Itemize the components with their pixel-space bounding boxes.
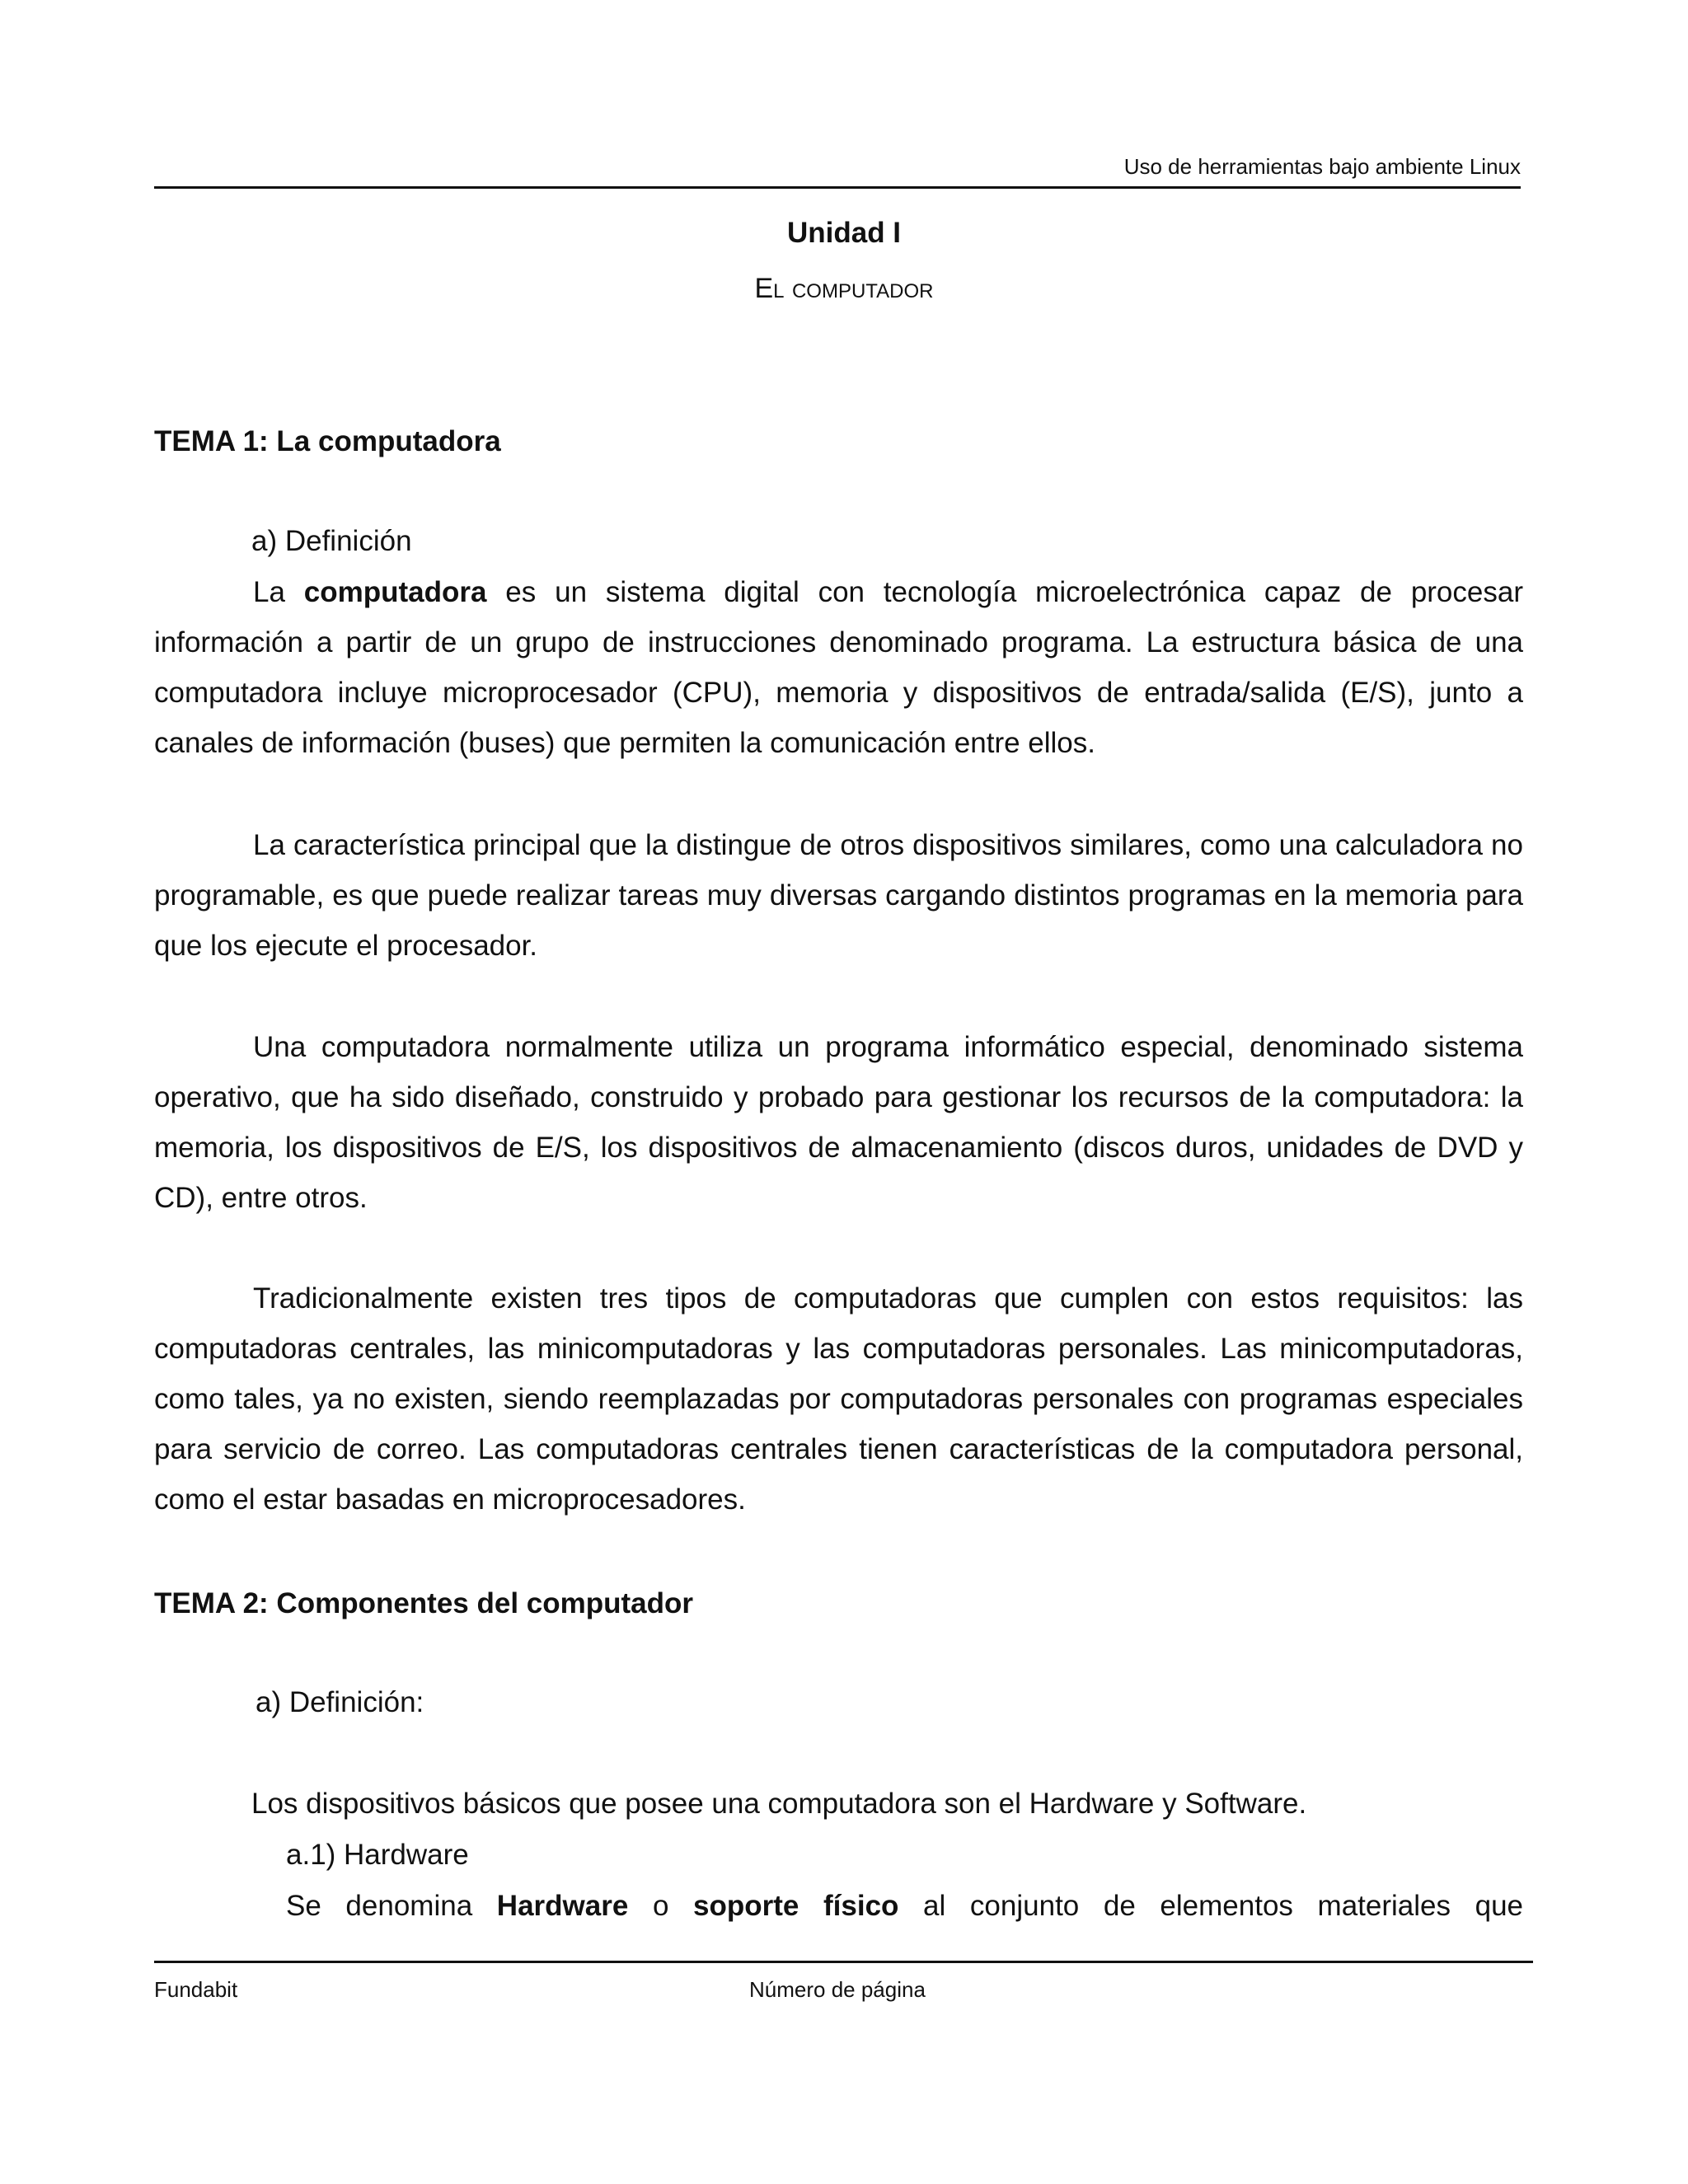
tema2-p2-lead: Se denomina: [286, 1890, 497, 1922]
tema2-paragraph-2: [286, 1881, 1523, 1931]
tema1-paragraph-3: Una computadora normalmente utiliza un programa informático especial, denominado sistema operativo, que ha sido diseñado, construido y probado para gestionar los recursos de la computadora: la memoria, los dispositivos de E/S, los dispositivos de almacenamiento (discos duros, unidades de DVD y CD), entre otros.: [154, 1031, 1523, 1214]
header-rule: [154, 186, 1521, 189]
tema1-paragraph-1: [154, 567, 1523, 768]
tema1-p1-rest: es un sistema digital con tecnología microelectrónica capaz de procesar información a partir de un grupo de instrucciones denominado programa. La estructura básica de una computadora incluye microprocesador (CPU), memoria y dispositivos de entrada/salida (E/S), junto a canales de información (buses) que permiten la comunicación entre ellos.: [154, 576, 1523, 759]
tema2-definition-label: a) Definición:: [256, 1686, 424, 1718]
tema2-heading: TEMA 2: Componentes del computador: [154, 1587, 694, 1619]
tema2-p2-rest: al conjunto de elementos materiales que: [898, 1890, 1524, 1922]
tema1-paragraph-4: Tradicionalmente existen tres tipos de computadoras que cumplen con estos requisitos: las computadoras centrales, las minicomputadoras y las computadoras personales. Las minicomputadoras, como tales, ya no existen, siendo reemplazadas por computadoras personales con programas especiales para servicio de correo. Las computadoras centrales tienen características de la computadora personal, como el estar basadas en microprocesadores.: [154, 1282, 1523, 1516]
tema1-p1-lead: La: [253, 576, 304, 608]
tema2-p2-mid: o: [628, 1890, 694, 1922]
tema2-p2-bold-soporte: soporte físico: [693, 1890, 899, 1922]
footer-page-number: Número de página: [749, 1977, 926, 2002]
footer-organization: Fundabit: [154, 1977, 238, 2002]
running-header: Uso de herramientas bajo ambiente Linux: [1123, 154, 1521, 179]
tema2-subsection-label: a.1) Hardware: [286, 1839, 469, 1871]
tema1-definition-label: a) Definición: [251, 525, 412, 557]
tema1-p1-bold-term: computadora: [303, 576, 487, 608]
unit-title: Unidad I: [786, 217, 902, 249]
tema2-p2-bold-hardware: Hardware: [496, 1890, 629, 1922]
footer-rule: [154, 1961, 1533, 1963]
unit-subtitle: El computador: [754, 273, 934, 304]
tema1-paragraph-2: La característica principal que la distingue de otros dispositivos similares, como una calculadora no programable, es que puede realizar tareas muy diversas cargando distintos programas en la memoria para que los ejecute el procesador.: [154, 829, 1523, 962]
tema2-paragraph-1: Los dispositivos básicos que posee una computadora son el Hardware y Software.: [251, 1788, 1307, 1820]
tema1-heading: TEMA 1: La computadora: [154, 425, 501, 457]
